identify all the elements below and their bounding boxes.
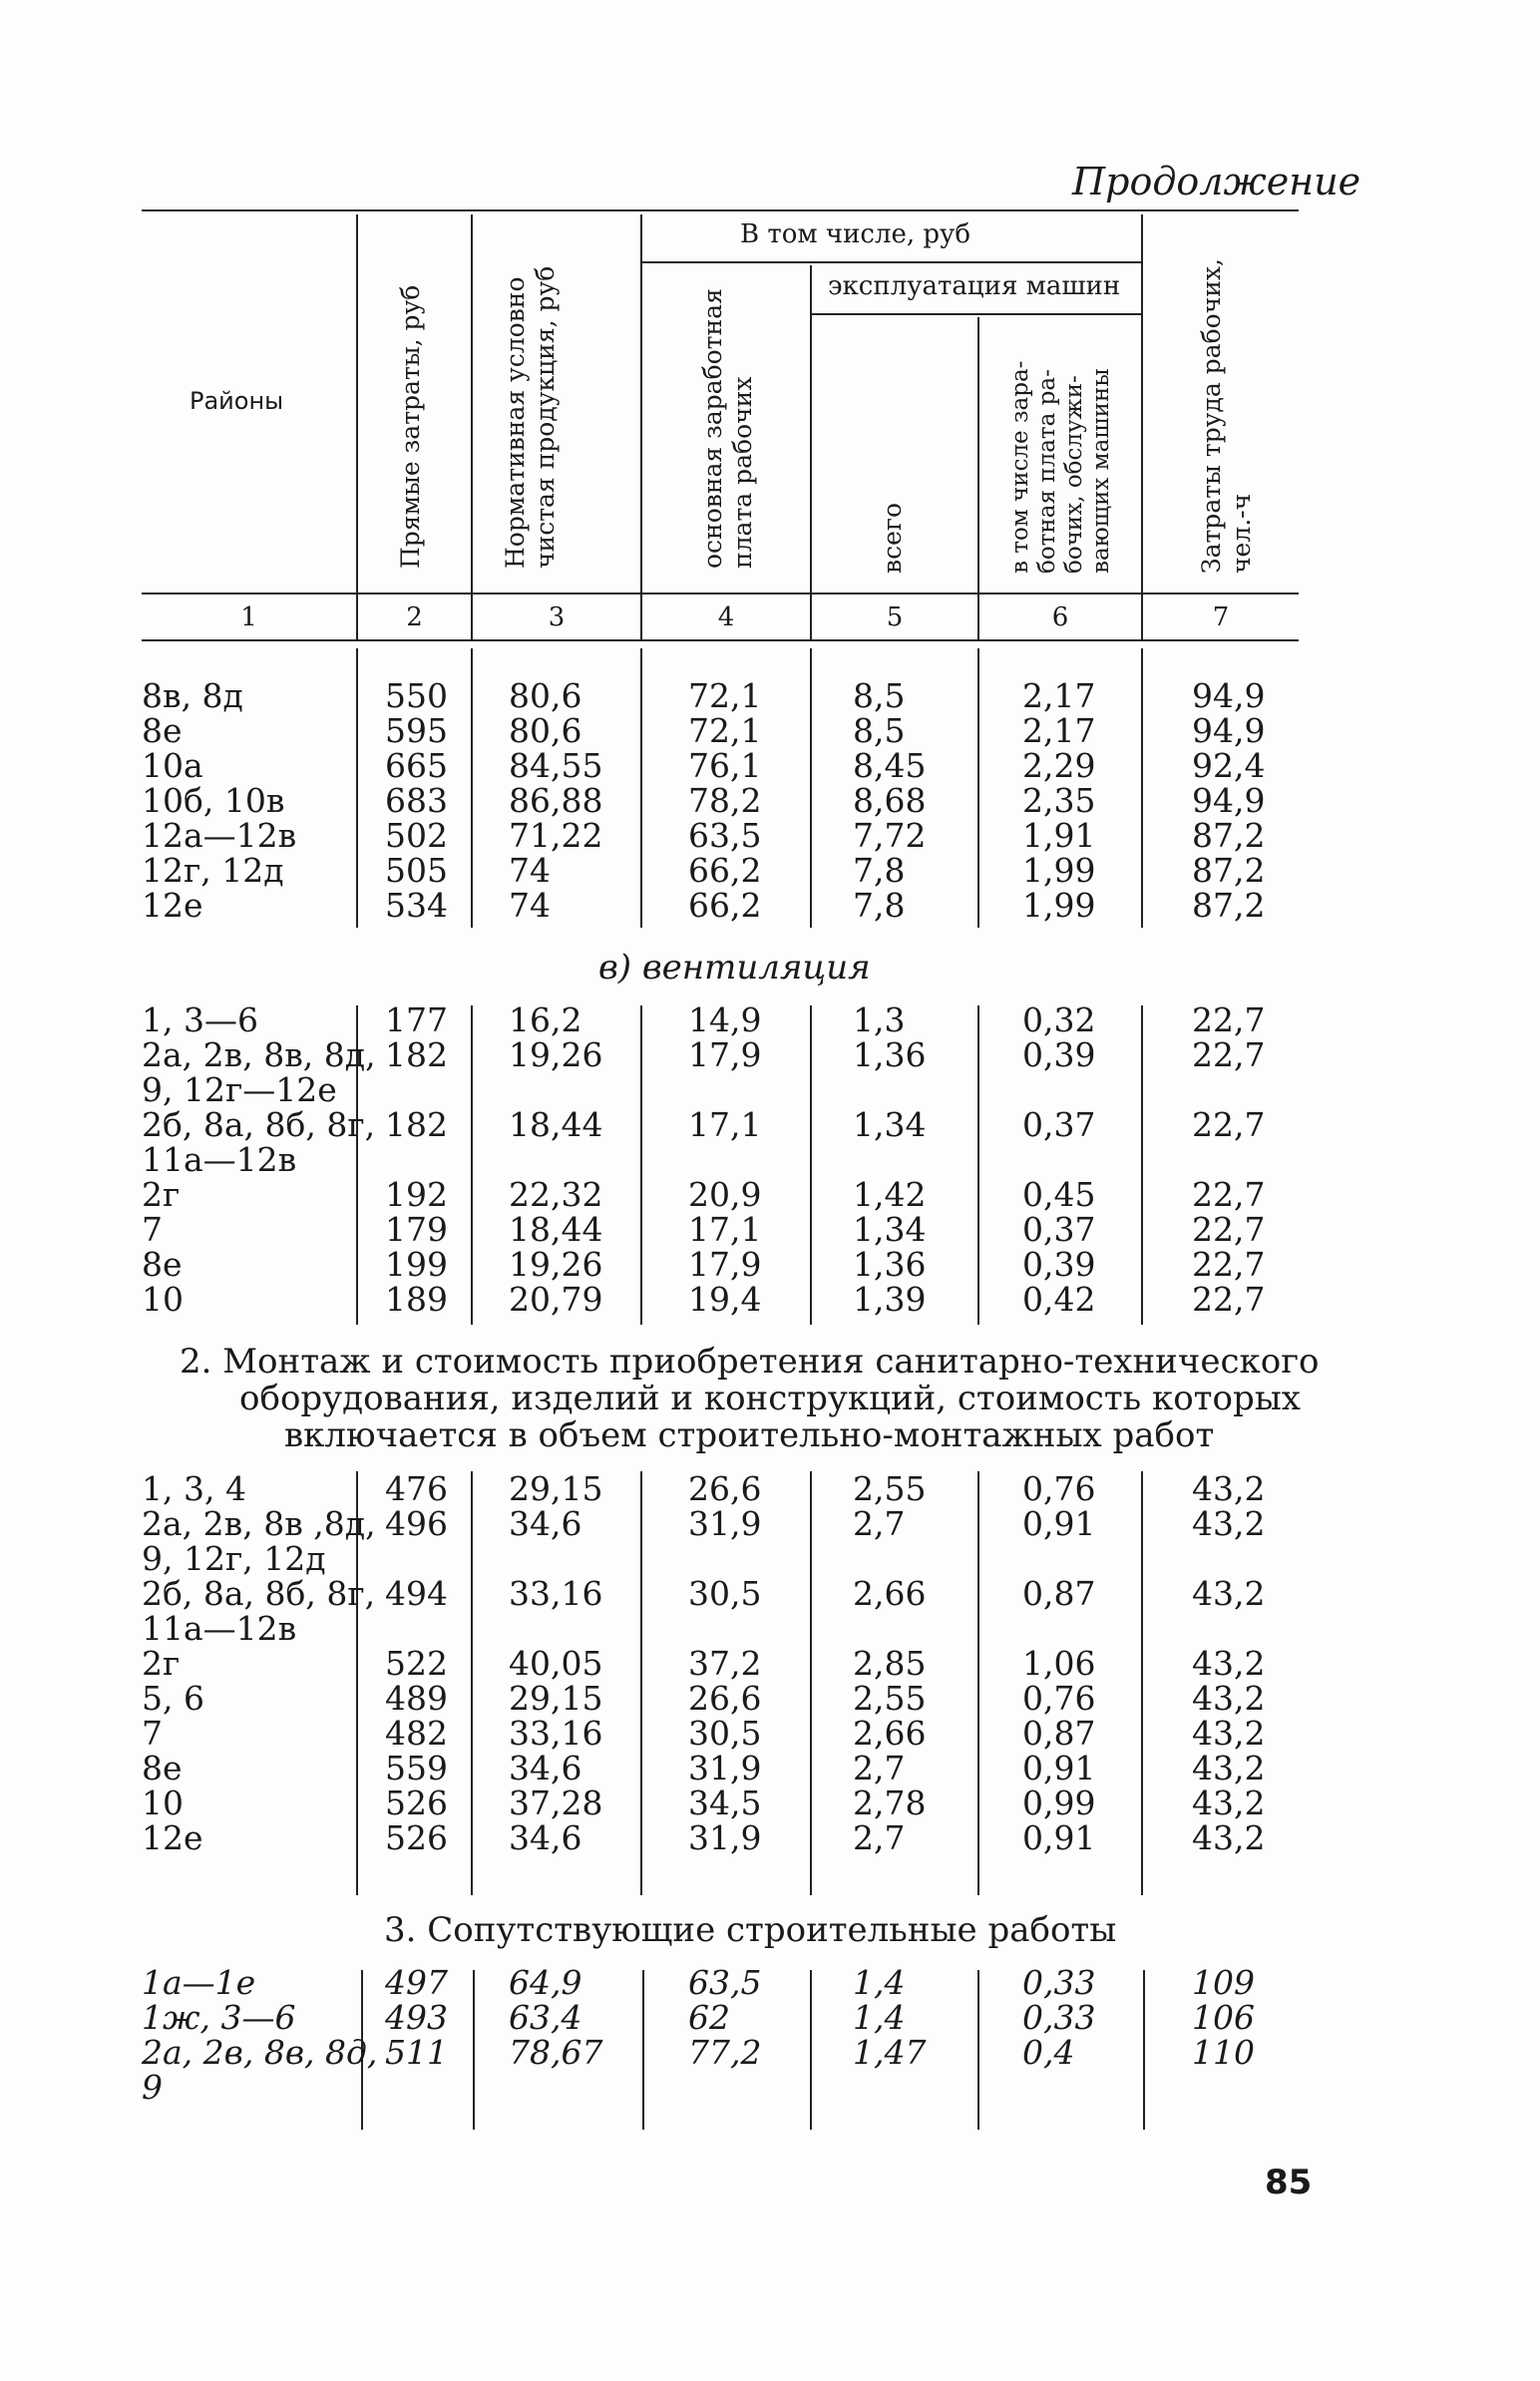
body-d-divider (1143, 1970, 1145, 2130)
value-cell: 30,5 (688, 1574, 762, 1613)
body-d-divider (642, 1970, 644, 2130)
value-cell: 109 (1192, 1963, 1255, 2002)
value-cell: 17,1 (688, 1105, 762, 1144)
value-cell: 19,26 (509, 1035, 603, 1074)
value-cell: 1,34 (853, 1210, 927, 1249)
value-cell: 71,22 (509, 816, 603, 855)
value-cell: 1,06 (1022, 1644, 1096, 1683)
body-b-divider (977, 1005, 979, 1325)
value-cell: 20,9 (688, 1175, 762, 1214)
value-cell: 179 (385, 1210, 448, 1249)
body-b-divider (640, 1005, 642, 1325)
value-cell: 18,44 (509, 1210, 603, 1249)
value-cell: 94,9 (1192, 781, 1266, 820)
value-cell: 2,78 (853, 1784, 927, 1822)
value-cell: 526 (385, 1784, 448, 1822)
region-cell: 8е (142, 1245, 183, 1284)
value-cell: 522 (385, 1644, 448, 1683)
col-divider-6 (1141, 214, 1143, 640)
value-cell: 22,7 (1192, 1175, 1266, 1214)
body-d-divider (473, 1970, 475, 2130)
header-normative-line1: Нормативная условно (501, 276, 530, 569)
value-cell: 550 (385, 676, 448, 715)
value-cell: 2,7 (853, 1504, 906, 1543)
value-cell: 526 (385, 1818, 448, 1857)
value-cell: 87,2 (1192, 816, 1266, 855)
value-cell: 497 (385, 1963, 448, 2002)
value-cell: 0,37 (1022, 1210, 1096, 1249)
colnum-1: 1 (240, 602, 257, 632)
value-cell: 72,1 (688, 676, 762, 715)
value-cell: 182 (385, 1105, 448, 1144)
value-cell: 33,16 (509, 1714, 603, 1753)
region-cell: 1, 3—6 (142, 1000, 258, 1039)
colnum-2: 2 (406, 602, 423, 632)
value-cell: 0,87 (1022, 1574, 1096, 1613)
value-cell: 43,2 (1192, 1714, 1266, 1753)
region-cell: 9, 12г, 12д (142, 1539, 326, 1578)
value-cell: 63,5 (688, 1963, 762, 2002)
body-a-divider (640, 648, 642, 928)
value-cell: 19,4 (688, 1280, 762, 1319)
body-c-divider (977, 1471, 979, 1895)
value-cell: 30,5 (688, 1714, 762, 1753)
header-incl-line1: в том числе зара- (1007, 360, 1033, 574)
header-rayony: Районы (190, 387, 284, 415)
value-cell: 34,6 (509, 1749, 582, 1787)
header-bottom-rule (142, 593, 1299, 595)
header-wages-line2: плата рабочих (728, 376, 757, 569)
section-2-title-line2: оборудования, изделий и конструкций, стоимость которых (239, 1379, 1301, 1418)
value-cell: 1,99 (1022, 886, 1096, 925)
region-cell: 2б, 8а, 8б, 8г, (142, 1574, 376, 1613)
header-group: В том числе, руб (740, 219, 971, 249)
value-cell: 72,1 (688, 711, 762, 750)
value-cell: 1,36 (853, 1035, 927, 1074)
section-ventilation-title: в) вентиляция (598, 948, 871, 988)
value-cell: 1,3 (853, 1000, 906, 1039)
body-c-divider (1141, 1471, 1143, 1895)
region-cell: 12е (142, 886, 203, 925)
value-cell: 22,7 (1192, 1000, 1266, 1039)
region-cell: 10б, 10в (142, 781, 285, 820)
value-cell: 1,36 (853, 1245, 927, 1284)
value-cell: 8,5 (853, 676, 906, 715)
value-cell: 22,7 (1192, 1245, 1266, 1284)
region-cell: 12г, 12д (142, 851, 284, 890)
region-cell: 11а—12в (142, 1609, 297, 1648)
value-cell: 34,6 (509, 1818, 582, 1857)
value-cell: 43,2 (1192, 1574, 1266, 1613)
value-cell: 2,7 (853, 1749, 906, 1787)
region-cell: 2г (142, 1644, 181, 1683)
region-cell: 5, 6 (142, 1679, 204, 1718)
body-b-divider (471, 1005, 473, 1325)
value-cell: 1,99 (1022, 851, 1096, 890)
value-cell: 62 (688, 1998, 730, 2037)
body-d-divider (977, 1970, 979, 2130)
value-cell: 80,6 (509, 676, 582, 715)
value-cell: 22,7 (1192, 1210, 1266, 1249)
value-cell: 0,37 (1022, 1105, 1096, 1144)
value-cell: 37,28 (509, 1784, 603, 1822)
body-a-divider (810, 648, 812, 928)
value-cell: 0,76 (1022, 1679, 1096, 1718)
value-cell: 22,7 (1192, 1035, 1266, 1074)
value-cell: 192 (385, 1175, 448, 1214)
region-cell: 9, 12г—12е (142, 1070, 337, 1109)
value-cell: 74 (509, 886, 551, 925)
value-cell: 1,4 (853, 1963, 906, 2002)
value-cell: 31,9 (688, 1818, 762, 1857)
colnum-3: 3 (548, 602, 566, 632)
value-cell: 0,76 (1022, 1469, 1096, 1508)
value-cell: 43,2 (1192, 1504, 1266, 1543)
header-labor-line2: чел.-ч (1227, 493, 1256, 574)
value-cell: 31,9 (688, 1749, 762, 1787)
value-cell: 595 (385, 711, 448, 750)
body-a-divider (471, 648, 473, 928)
value-cell: 559 (385, 1749, 448, 1787)
region-cell: 1, 3, 4 (142, 1469, 246, 1508)
value-cell: 63,4 (509, 1998, 582, 2037)
value-cell: 26,6 (688, 1469, 762, 1508)
value-cell: 0,4 (1022, 2033, 1075, 2072)
value-cell: 1,39 (853, 1280, 927, 1319)
value-cell: 665 (385, 746, 448, 785)
col-divider-5 (977, 317, 979, 640)
body-c-divider (810, 1471, 812, 1895)
value-cell: 17,9 (688, 1245, 762, 1284)
col-divider-3 (640, 214, 642, 640)
region-cell: 7 (142, 1714, 163, 1753)
value-cell: 1,42 (853, 1175, 927, 1214)
body-a-divider (977, 648, 979, 928)
value-cell: 66,2 (688, 851, 762, 890)
value-cell: 94,9 (1192, 711, 1266, 750)
body-a-divider (356, 648, 358, 928)
value-cell: 22,7 (1192, 1105, 1266, 1144)
header-labor-line1: Затраты труда рабочих, (1197, 258, 1226, 574)
header-incl-line3: бочих, обслужи- (1061, 375, 1087, 574)
value-cell: 1,34 (853, 1105, 927, 1144)
region-cell: 8е (142, 711, 183, 750)
value-cell: 74 (509, 851, 551, 890)
value-cell: 199 (385, 1245, 448, 1284)
value-cell: 182 (385, 1035, 448, 1074)
region-cell: 10а (142, 746, 203, 785)
col-divider-1 (356, 214, 358, 640)
region-cell: 10 (142, 1280, 184, 1319)
region-cell: 1а—1е (142, 1963, 256, 2002)
value-cell: 0,33 (1022, 1998, 1096, 2037)
body-c-divider (471, 1471, 473, 1895)
section-2-title-line3: включается в объем строительно-монтажных работ (284, 1415, 1215, 1455)
value-cell: 2,17 (1022, 676, 1096, 715)
value-cell: 2,55 (853, 1469, 927, 1508)
value-cell: 502 (385, 816, 448, 855)
region-cell: 9 (142, 2068, 163, 2107)
value-cell: 106 (1192, 1998, 1255, 2037)
value-cell: 17,1 (688, 1210, 762, 1249)
continuation-label: Продолжение (1072, 160, 1361, 203)
value-cell: 29,15 (509, 1679, 603, 1718)
body-d-divider (810, 1970, 812, 2130)
value-cell: 0,91 (1022, 1818, 1096, 1857)
value-cell: 22,7 (1192, 1280, 1266, 1319)
body-c-divider (640, 1471, 642, 1895)
value-cell: 482 (385, 1714, 448, 1753)
value-cell: 43,2 (1192, 1679, 1266, 1718)
value-cell: 189 (385, 1280, 448, 1319)
body-a-divider (1141, 648, 1143, 928)
value-cell: 76,1 (688, 746, 762, 785)
group-header-rule (640, 261, 1141, 263)
value-cell: 683 (385, 781, 448, 820)
header-top-rule (142, 209, 1299, 211)
value-cell: 0,91 (1022, 1749, 1096, 1787)
value-cell: 2,85 (853, 1644, 927, 1683)
value-cell: 0,42 (1022, 1280, 1096, 1319)
header-wages-line1: основная заработная (698, 288, 727, 569)
page-number: 85 (1265, 2163, 1313, 2202)
value-cell: 17,9 (688, 1035, 762, 1074)
colnum-5: 5 (886, 602, 904, 632)
value-cell: 86,88 (509, 781, 603, 820)
value-cell: 0,39 (1022, 1035, 1096, 1074)
region-cell: 12а—12в (142, 816, 297, 855)
value-cell: 476 (385, 1469, 448, 1508)
value-cell: 2,66 (853, 1714, 927, 1753)
value-cell: 0,39 (1022, 1245, 1096, 1284)
colnum-7: 7 (1212, 602, 1230, 632)
value-cell: 494 (385, 1574, 448, 1613)
region-cell: 1ж, 3—6 (142, 1998, 296, 2037)
header-subgroup: эксплуатация машин (828, 271, 1121, 301)
value-cell: 87,2 (1192, 886, 1266, 925)
col-divider-2 (471, 214, 473, 640)
value-cell: 2,66 (853, 1574, 927, 1613)
value-cell: 43,2 (1192, 1469, 1266, 1508)
value-cell: 43,2 (1192, 1644, 1266, 1683)
colnum-bottom-rule (142, 639, 1299, 641)
value-cell: 34,5 (688, 1784, 762, 1822)
region-cell: 7 (142, 1210, 163, 1249)
section-2-title-line1: 2. Монтаж и стоимость приобретения санитарно-технического (180, 1342, 1320, 1382)
value-cell: 0,87 (1022, 1714, 1096, 1753)
value-cell: 493 (385, 1998, 448, 2037)
region-cell: 2а, 2в, 8в, 8д, (142, 1035, 376, 1074)
value-cell: 0,99 (1022, 1784, 1096, 1822)
value-cell: 0,45 (1022, 1175, 1096, 1214)
col-divider-4 (810, 265, 812, 640)
value-cell: 26,6 (688, 1679, 762, 1718)
value-cell: 1,4 (853, 1998, 906, 2037)
value-cell: 77,2 (688, 2033, 762, 2072)
value-cell: 31,9 (688, 1504, 762, 1543)
value-cell: 40,05 (509, 1644, 603, 1683)
value-cell: 2,17 (1022, 711, 1096, 750)
value-cell: 496 (385, 1504, 448, 1543)
region-cell: 2а, 2в, 8в, 8д, (142, 2033, 378, 2072)
value-cell: 33,16 (509, 1574, 603, 1613)
value-cell: 7,8 (853, 886, 906, 925)
region-cell: 11а—12в (142, 1140, 297, 1179)
value-cell: 14,9 (688, 1000, 762, 1039)
region-cell: 8в, 8д (142, 676, 243, 715)
value-cell: 78,2 (688, 781, 762, 820)
value-cell: 43,2 (1192, 1784, 1266, 1822)
value-cell: 20,79 (509, 1280, 603, 1319)
region-cell: 10 (142, 1784, 184, 1822)
header-incl-line4: вающих машины (1088, 368, 1114, 574)
section-3-title: 3. Сопутствующие строительные работы (384, 1910, 1117, 1950)
value-cell: 8,45 (853, 746, 927, 785)
value-cell: 22,32 (509, 1175, 603, 1214)
value-cell: 1,91 (1022, 816, 1096, 855)
value-cell: 94,9 (1192, 676, 1266, 715)
value-cell: 505 (385, 851, 448, 890)
value-cell: 8,5 (853, 711, 906, 750)
region-cell: 2б, 8а, 8б, 8г, (142, 1105, 376, 1144)
value-cell: 19,26 (509, 1245, 603, 1284)
value-cell: 63,5 (688, 816, 762, 855)
value-cell: 511 (385, 2033, 448, 2072)
value-cell: 8,68 (853, 781, 927, 820)
header-direct-costs: Прямые затраты, руб (396, 284, 425, 569)
value-cell: 7,8 (853, 851, 906, 890)
header-normative-line2: чистая продукция, руб (531, 265, 560, 569)
value-cell: 84,55 (509, 746, 603, 785)
value-cell: 0,32 (1022, 1000, 1096, 1039)
value-cell: 43,2 (1192, 1818, 1266, 1857)
value-cell: 177 (385, 1000, 448, 1039)
region-cell: 2г (142, 1175, 181, 1214)
value-cell: 66,2 (688, 886, 762, 925)
value-cell: 80,6 (509, 711, 582, 750)
value-cell: 16,2 (509, 1000, 582, 1039)
colnum-4: 4 (717, 602, 735, 632)
region-cell: 8е (142, 1749, 183, 1787)
value-cell: 34,6 (509, 1504, 582, 1543)
value-cell: 2,7 (853, 1818, 906, 1857)
body-b-divider (810, 1005, 812, 1325)
value-cell: 92,4 (1192, 746, 1266, 785)
value-cell: 2,55 (853, 1679, 927, 1718)
value-cell: 0,33 (1022, 1963, 1096, 2002)
value-cell: 87,2 (1192, 851, 1266, 890)
value-cell: 534 (385, 886, 448, 925)
body-b-divider (1141, 1005, 1143, 1325)
header-incl-line2: ботная плата ра- (1034, 369, 1060, 574)
value-cell: 78,67 (509, 2033, 603, 2072)
value-cell: 29,15 (509, 1469, 603, 1508)
value-cell: 43,2 (1192, 1749, 1266, 1787)
value-cell: 2,29 (1022, 746, 1096, 785)
region-cell: 2а, 2в, 8в ,8д, (142, 1504, 376, 1543)
value-cell: 0,91 (1022, 1504, 1096, 1543)
value-cell: 18,44 (509, 1105, 603, 1144)
value-cell: 2,35 (1022, 781, 1096, 820)
value-cell: 489 (385, 1679, 448, 1718)
subgroup-header-rule (810, 313, 1141, 315)
value-cell: 37,2 (688, 1644, 762, 1683)
value-cell: 64,9 (509, 1963, 582, 2002)
header-total: всего (878, 502, 907, 574)
colnum-6: 6 (1051, 602, 1069, 632)
value-cell: 110 (1192, 2033, 1255, 2072)
value-cell: 1,47 (853, 2033, 927, 2072)
value-cell: 7,72 (853, 816, 927, 855)
region-cell: 12е (142, 1818, 203, 1857)
